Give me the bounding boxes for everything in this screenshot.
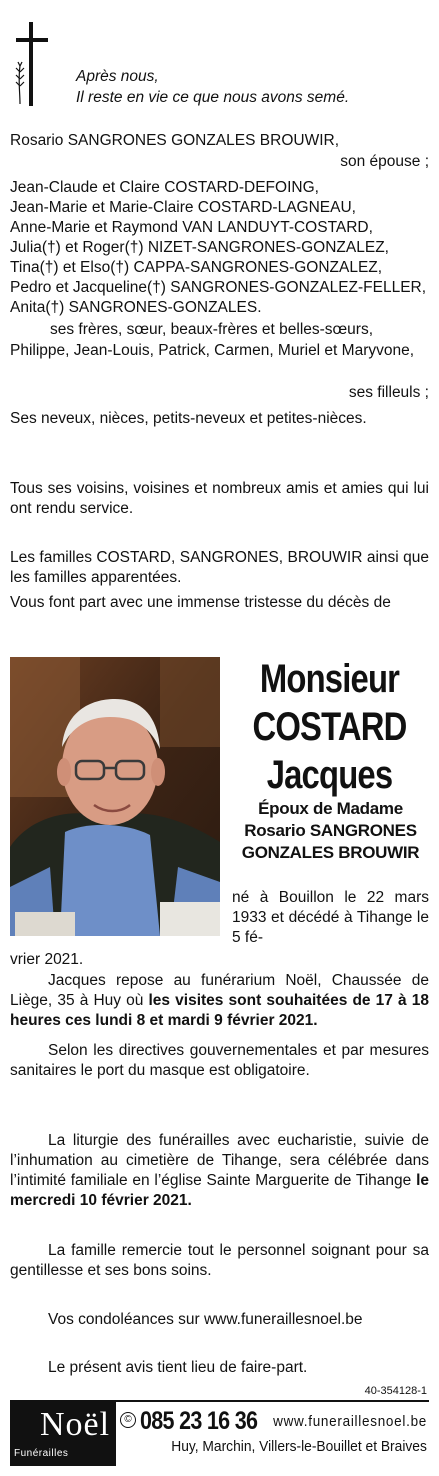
godchildren-role: ses filleuls ; [348, 384, 429, 401]
deceased-title: Monsieur [259, 657, 400, 701]
sibling-line: Tina(†) et Elso(†) CAPPA-SANGRONES-GONZALEZ, [10, 259, 383, 276]
condolences: Vos condoléances sur www.funeraillesnoel.be [48, 1311, 363, 1328]
portrait-photo [10, 657, 220, 936]
birth-death-text: né à Bouillon le 22 mars 1933 et décédé à Tihange le 5 fé- [232, 889, 429, 946]
rest-text: Jacques repose au funérarium Noël, Chaussée de Liège, 35 à Huy où [10, 972, 429, 1009]
reference-number: 40-354128-1 [364, 1385, 427, 1397]
deceased-firstname: Jacques [266, 753, 393, 797]
epigraph [76, 66, 349, 108]
website-link[interactable]: www.funeraillesnoel.be [273, 1413, 427, 1430]
masks-paragraph: Selon les directives gouvernementales et par mesures sanitaires le port du masque est obligatoire. [10, 1042, 429, 1079]
neighbors: Tous ses voisins, voisines et nombreux amis et amies qui lui ont rendu service. [10, 480, 429, 517]
families: Les familles COSTARD, SANGRONES, BROUWIR ainsi que les familles apparentées. [10, 549, 429, 586]
liturgy-date: le mercredi 10 février 2021. [10, 1172, 429, 1209]
spouse-of-line: GONZALES BROUWIR [241, 843, 420, 862]
sibling-line: Jean-Marie et Marie-Claire COSTARD-LAGNEAU, [10, 199, 356, 216]
siblings-role: ses frères, sœur, beaux-frères et belles-sœurs, [50, 321, 374, 338]
notice: Le présent avis tient lieu de faire-part. [48, 1359, 308, 1376]
sibling-line: Julia(†) et Roger(†) NIZET-SANGRONES-GONZALEZ, [10, 239, 389, 256]
epigraph-line-1: Après nous, [76, 68, 159, 85]
phone-icon: © [120, 1412, 136, 1428]
spouse-name: Rosario SANGRONES GONZALES BROUWIR, [10, 132, 340, 149]
siblings-list [10, 178, 429, 318]
spouse-of-line: Rosario SANGRONES [244, 821, 417, 840]
cross-icon [12, 22, 56, 106]
rest-paragraph [10, 971, 429, 1031]
sibling-line: Pedro et Jacqueline(†) SANGRONES-GONZALEZ-FELLER, [10, 279, 427, 296]
spouse-role: son épouse ; [340, 153, 429, 170]
logo-text: Noël [40, 1406, 111, 1443]
deceased-surname: COSTARD [252, 705, 407, 749]
liturgy-paragraph [10, 1131, 429, 1211]
deceased-name [230, 655, 429, 799]
sibling-line: Jean-Claude et Claire COSTARD-DEFOING, [10, 179, 319, 196]
sibling-line: Anita(†) SANGRONES-GONZALES. [10, 299, 262, 316]
thanks-paragraph: La famille remercie tout le personnel soignant pour sa gentillesse et ses bons soins. [10, 1242, 429, 1279]
announcement: Vous font part avec une immense tristesse du décès de [10, 594, 391, 611]
locations: Huy, Marchin, Villers-le-Bouillet et Braives [171, 1438, 427, 1455]
sibling-line: Anne-Marie et Raymond VAN LANDUYT-COSTARD, [10, 219, 373, 236]
spouse-of [232, 798, 429, 864]
liturgy-text: La liturgie des funérailles avec eucharistie, suivie de l’inhumation au cimetière de Tihange, sera célébrée dans l’intimité familiale en l’église Sainte Marguerite de Tihange [10, 1132, 429, 1189]
birth-death-cont: vrier 2021. [10, 951, 84, 968]
nephews: Ses neveux, nièces, petits-neveux et petites-nièces. [10, 410, 367, 427]
epigraph-line-2: Il reste en vie ce que nous avons semé. [76, 89, 350, 106]
phone-number: 085 23 16 36 [140, 1407, 258, 1435]
godchildren: Philippe, Jean-Louis, Patrick, Carmen, Muriel et Maryvone, [10, 342, 415, 359]
visit-hours: les visites sont souhaitées de 17 à 18 heures ces lundi 8 et mardi 9 février 2021. [10, 992, 429, 1029]
spouse-of-line: Époux de Madame [258, 799, 403, 818]
logo-subtitle: Funérailles [14, 1448, 69, 1459]
